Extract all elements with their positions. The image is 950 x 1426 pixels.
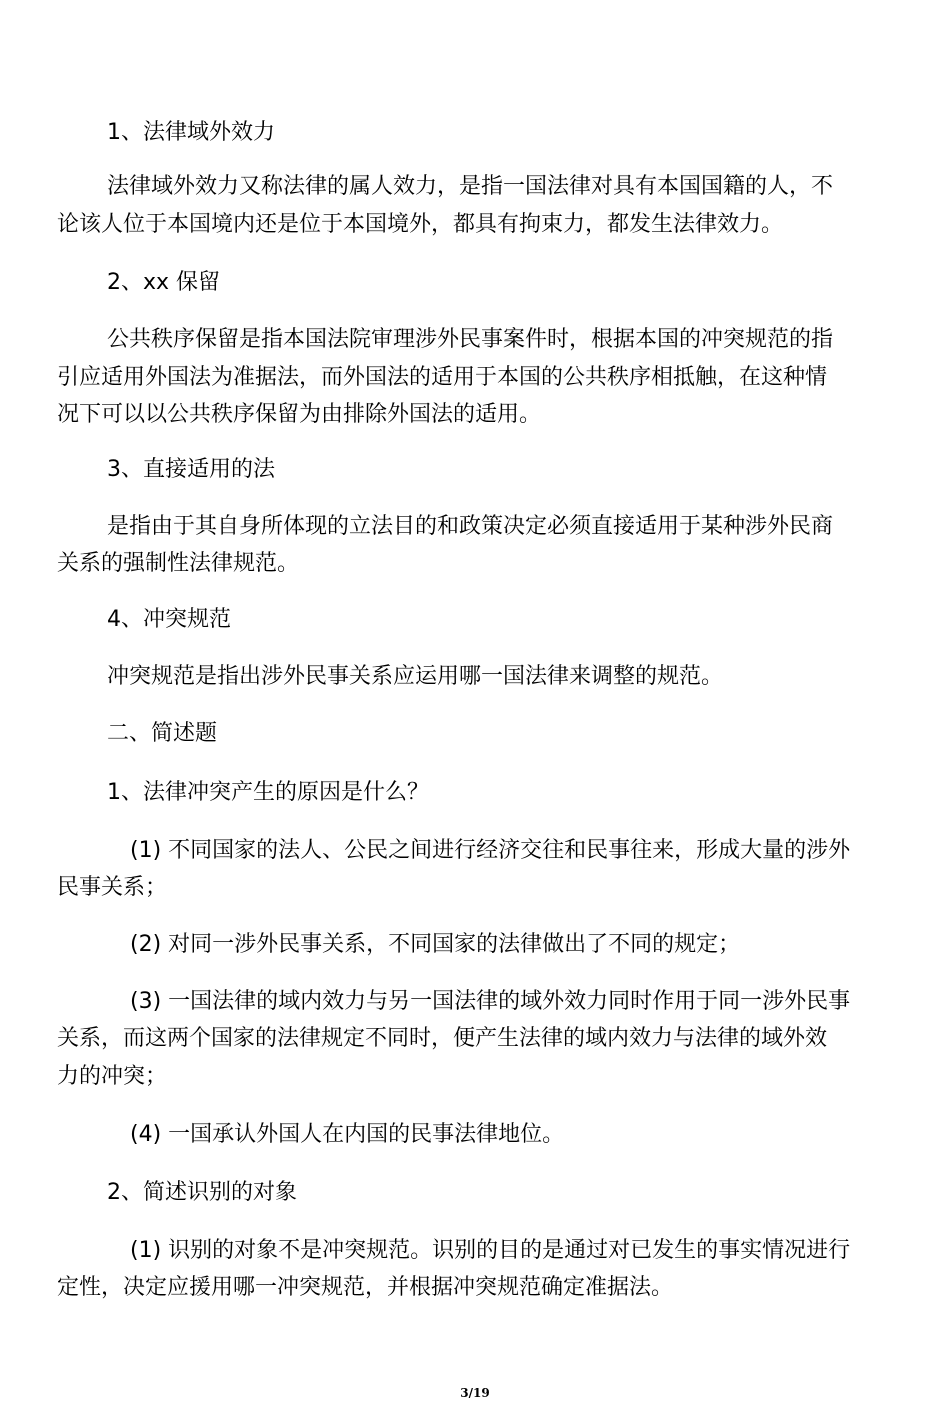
list-item-line: (4) 一国承认外国人在内国的民事法律地位。 <box>130 1122 565 1147</box>
heading-directly-applicable-law: 3、直接适用的法 <box>107 457 275 482</box>
question-heading: 1、法律冲突产生的原因是什么？ <box>107 780 429 805</box>
paragraph-line: 引应适用外国法为准据法，而外国法的适用于本国的公共秩序相抵触，在这种情 <box>57 365 828 390</box>
list-item-line: (1) 识别的对象不是冲突规范。识别的目的是通过对已发生的事实情况进行 <box>130 1238 851 1263</box>
paragraph-line: 况下可以以公共秩序保留为由排除外国法的适用。 <box>57 402 542 427</box>
list-item-line: 力的冲突； <box>57 1064 168 1089</box>
section-heading-short-answer: 二、简述题 <box>107 721 218 746</box>
page-number: 3/19 <box>460 1386 490 1400</box>
list-item-line: 关系，而这两个国家的法律规定不同时，便产生法律的域内效力与法律的域外效 <box>57 1026 828 1051</box>
question-heading: 2、简述识别的对象 <box>107 1180 297 1205</box>
paragraph-line: 公共秩序保留是指本国法院审理涉外民事案件时，根据本国的冲突规范的指 <box>107 327 834 352</box>
heading-conflict-rules: 4、冲突规范 <box>107 607 231 632</box>
heading-public-order-reservation: 2、xx 保留 <box>107 270 221 295</box>
paragraph-line: 论该人位于本国境内还是位于本国境外，都具有拘束力，都发生法律效力。 <box>57 212 784 237</box>
list-item-line: 民事关系； <box>57 875 168 900</box>
paragraph-line: 冲突规范是指出涉外民事关系应运用哪一国法律来调整的规范。 <box>107 664 724 689</box>
list-item-line: 定性，决定应援用哪一冲突规范，并根据冲突规范确定准据法。 <box>57 1275 674 1300</box>
list-item-line: (2) 对同一涉外民事关系，不同国家的法律做出了不同的规定； <box>130 932 741 957</box>
heading-extraterritorial-effect: 1、法律域外效力 <box>107 120 275 145</box>
paragraph-line: 关系的强制性法律规范。 <box>57 551 300 576</box>
paragraph-line: 法律域外效力又称法律的属人效力，是指一国法律对具有本国国籍的人，不 <box>107 174 834 199</box>
list-item-line: (3) 一国法律的域内效力与另一国法律的域外效力同时作用于同一涉外民事 <box>130 989 851 1014</box>
list-item-line: (1) 不同国家的法人、公民之间进行经济交往和民事往来，形成大量的涉外 <box>130 838 851 863</box>
paragraph-line: 是指由于其自身所体现的立法目的和政策决定必须直接适用于某种涉外民商 <box>107 514 834 539</box>
